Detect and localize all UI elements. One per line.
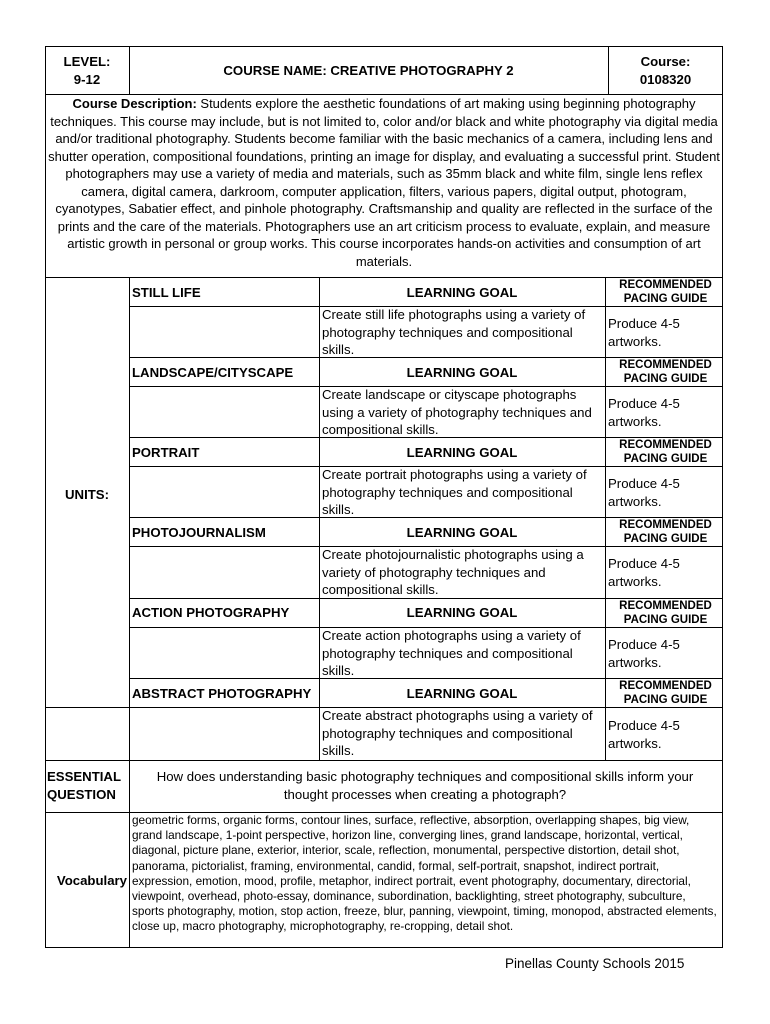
pacing-guide-header: RECOMMENDED PACING GUIDE — [619, 439, 712, 465]
unit-name: PORTRAIT — [132, 445, 200, 460]
pacing-guide-header: RECOMMENDED PACING GUIDE — [619, 359, 712, 385]
divider — [129, 277, 130, 760]
course-number: 0108320 — [639, 72, 692, 87]
vocabulary-label: Vocabulary — [56, 873, 127, 888]
units-label: UNITS: — [65, 487, 109, 502]
unit-pacing: Produce 4-5 artworks. — [608, 476, 680, 509]
footer-text: Pinellas County Schools 2015 — [505, 956, 685, 971]
unit-name: PHOTOJOURNALISM — [132, 525, 266, 540]
pacing-guide-header: RECOMMENDED PACING GUIDE — [619, 279, 712, 305]
unit-goal: Create still life photographs using a variety of photography techniques and compositional skills. — [322, 307, 586, 357]
unit-pacing: Produce 4-5 artworks. — [608, 316, 680, 349]
learning-goal-header: LEARNING GOAL — [406, 445, 518, 460]
pacing-guide-header: RECOMMENDED PACING GUIDE — [619, 600, 712, 626]
level-value: 9-12 — [73, 72, 101, 87]
course-description — [47, 95, 721, 270]
learning-goal-header: LEARNING GOAL — [406, 365, 518, 380]
course-name: COURSE NAME: CREATIVE PHOTOGRAPHY 2 — [223, 63, 514, 78]
unit-name: ACTION PHOTOGRAPHY — [132, 605, 290, 620]
description-text: Students explore the aesthetic foundations of art making using beginning photography techniques. This course may include, but is not limited to, color and/or black and white photography via digital media and/or traditional photography. Students become familiar with the basic mechanics of a camera, including lens and shutter operation, compositional foundations, printing an image for display, and evaluating a successful print. Student photographers may use a variety of media and materials, such as 35mm black and white film, single lens reflex camera, digital camera, darkroom, computer application, filters, various papers, digital output, photogram, cyanotypes, Sabatier effect, and pinhole photography. Craftsmanship and quality are reflected in the surface of the prints and the care of the materials. Photographers use an art criticism process to evaluate, explain, and measure artistic growth in personal or group works. This course incorporates hands-on activities and consumption of art materials. — [48, 96, 720, 269]
essential-question-label: ESSENTIAL QUESTION — [47, 769, 121, 802]
essential-question-text: How does understanding basic photography techniques and compositional skills inform your thought processes when creating a photograph? — [156, 769, 694, 802]
learning-goal-header: LEARNING GOAL — [406, 285, 518, 300]
course-label: Course: — [640, 54, 691, 69]
unit-pacing: Produce 4-5 artworks. — [608, 637, 680, 670]
pacing-guide-header: RECOMMENDED PACING GUIDE — [619, 680, 712, 706]
unit-goal: Create portrait photographs using a variety of photography techniques and compositional skills. — [322, 467, 587, 517]
learning-goal-header: LEARNING GOAL — [406, 686, 518, 701]
description-label: Course Description: — [72, 96, 197, 111]
unit-pacing: Produce 4-5 artworks. — [608, 396, 680, 429]
pacing-guide-header: RECOMMENDED PACING GUIDE — [619, 519, 712, 545]
course-document — [45, 46, 723, 948]
divider — [129, 760, 130, 948]
unit-name: ABSTRACT PHOTOGRAPHY — [132, 686, 312, 701]
unit-name: LANDSCAPE/CITYSCAPE — [132, 365, 294, 380]
unit-pacing: Produce 4-5 artworks. — [608, 718, 680, 751]
vocabulary-text: geometric forms, organic forms, contour lines, surface, reflective, absorption, overlapping shapes, big view, grand landscape, 1-point perspective, horizon line, converging lines, grand landscape, horizontal, vertical, diagonal, picture plane, exterior, interior, scale, reflection, monumental, perspective distortion, detail shot, panorama, pictorialist, framing, environmental, candid, formal, self-portrait, snapshot, indirect portrait, expression, emotion, mood, profile, metaphor, indirect portrait, event photography, documentary, directorial, viewpoint, overhead, photo-essay, dominance, subordination, backlighting, street photography, subculture, sports photography, motion, stop action, freeze, blur, panning, viewpoint, timing, monopod, abstracted elements, close up, macro photography, microphotography, re-cropping, detail shot. — [132, 813, 717, 934]
unit-goal: Create abstract photographs using a variety of photography techniques and compositional skills. — [322, 708, 593, 758]
level-label: LEVEL: — [63, 54, 111, 69]
unit-goal: Create action photographs using a variety of photography techniques and compositional skills. — [322, 628, 581, 678]
unit-goal: Create photojournalistic photographs using a variety of photography techniques and compositional skills. — [322, 547, 584, 597]
divider — [45, 760, 723, 761]
unit-goal: Create landscape or cityscape photographs using a variety of photography techniques and compositional skills. — [322, 387, 592, 437]
learning-goal-header: LEARNING GOAL — [406, 525, 518, 540]
divider — [605, 277, 606, 760]
unit-pacing: Produce 4-5 artworks. — [608, 556, 680, 589]
unit-name: STILL LIFE — [132, 285, 201, 300]
learning-goal-header: LEARNING GOAL — [406, 605, 518, 620]
